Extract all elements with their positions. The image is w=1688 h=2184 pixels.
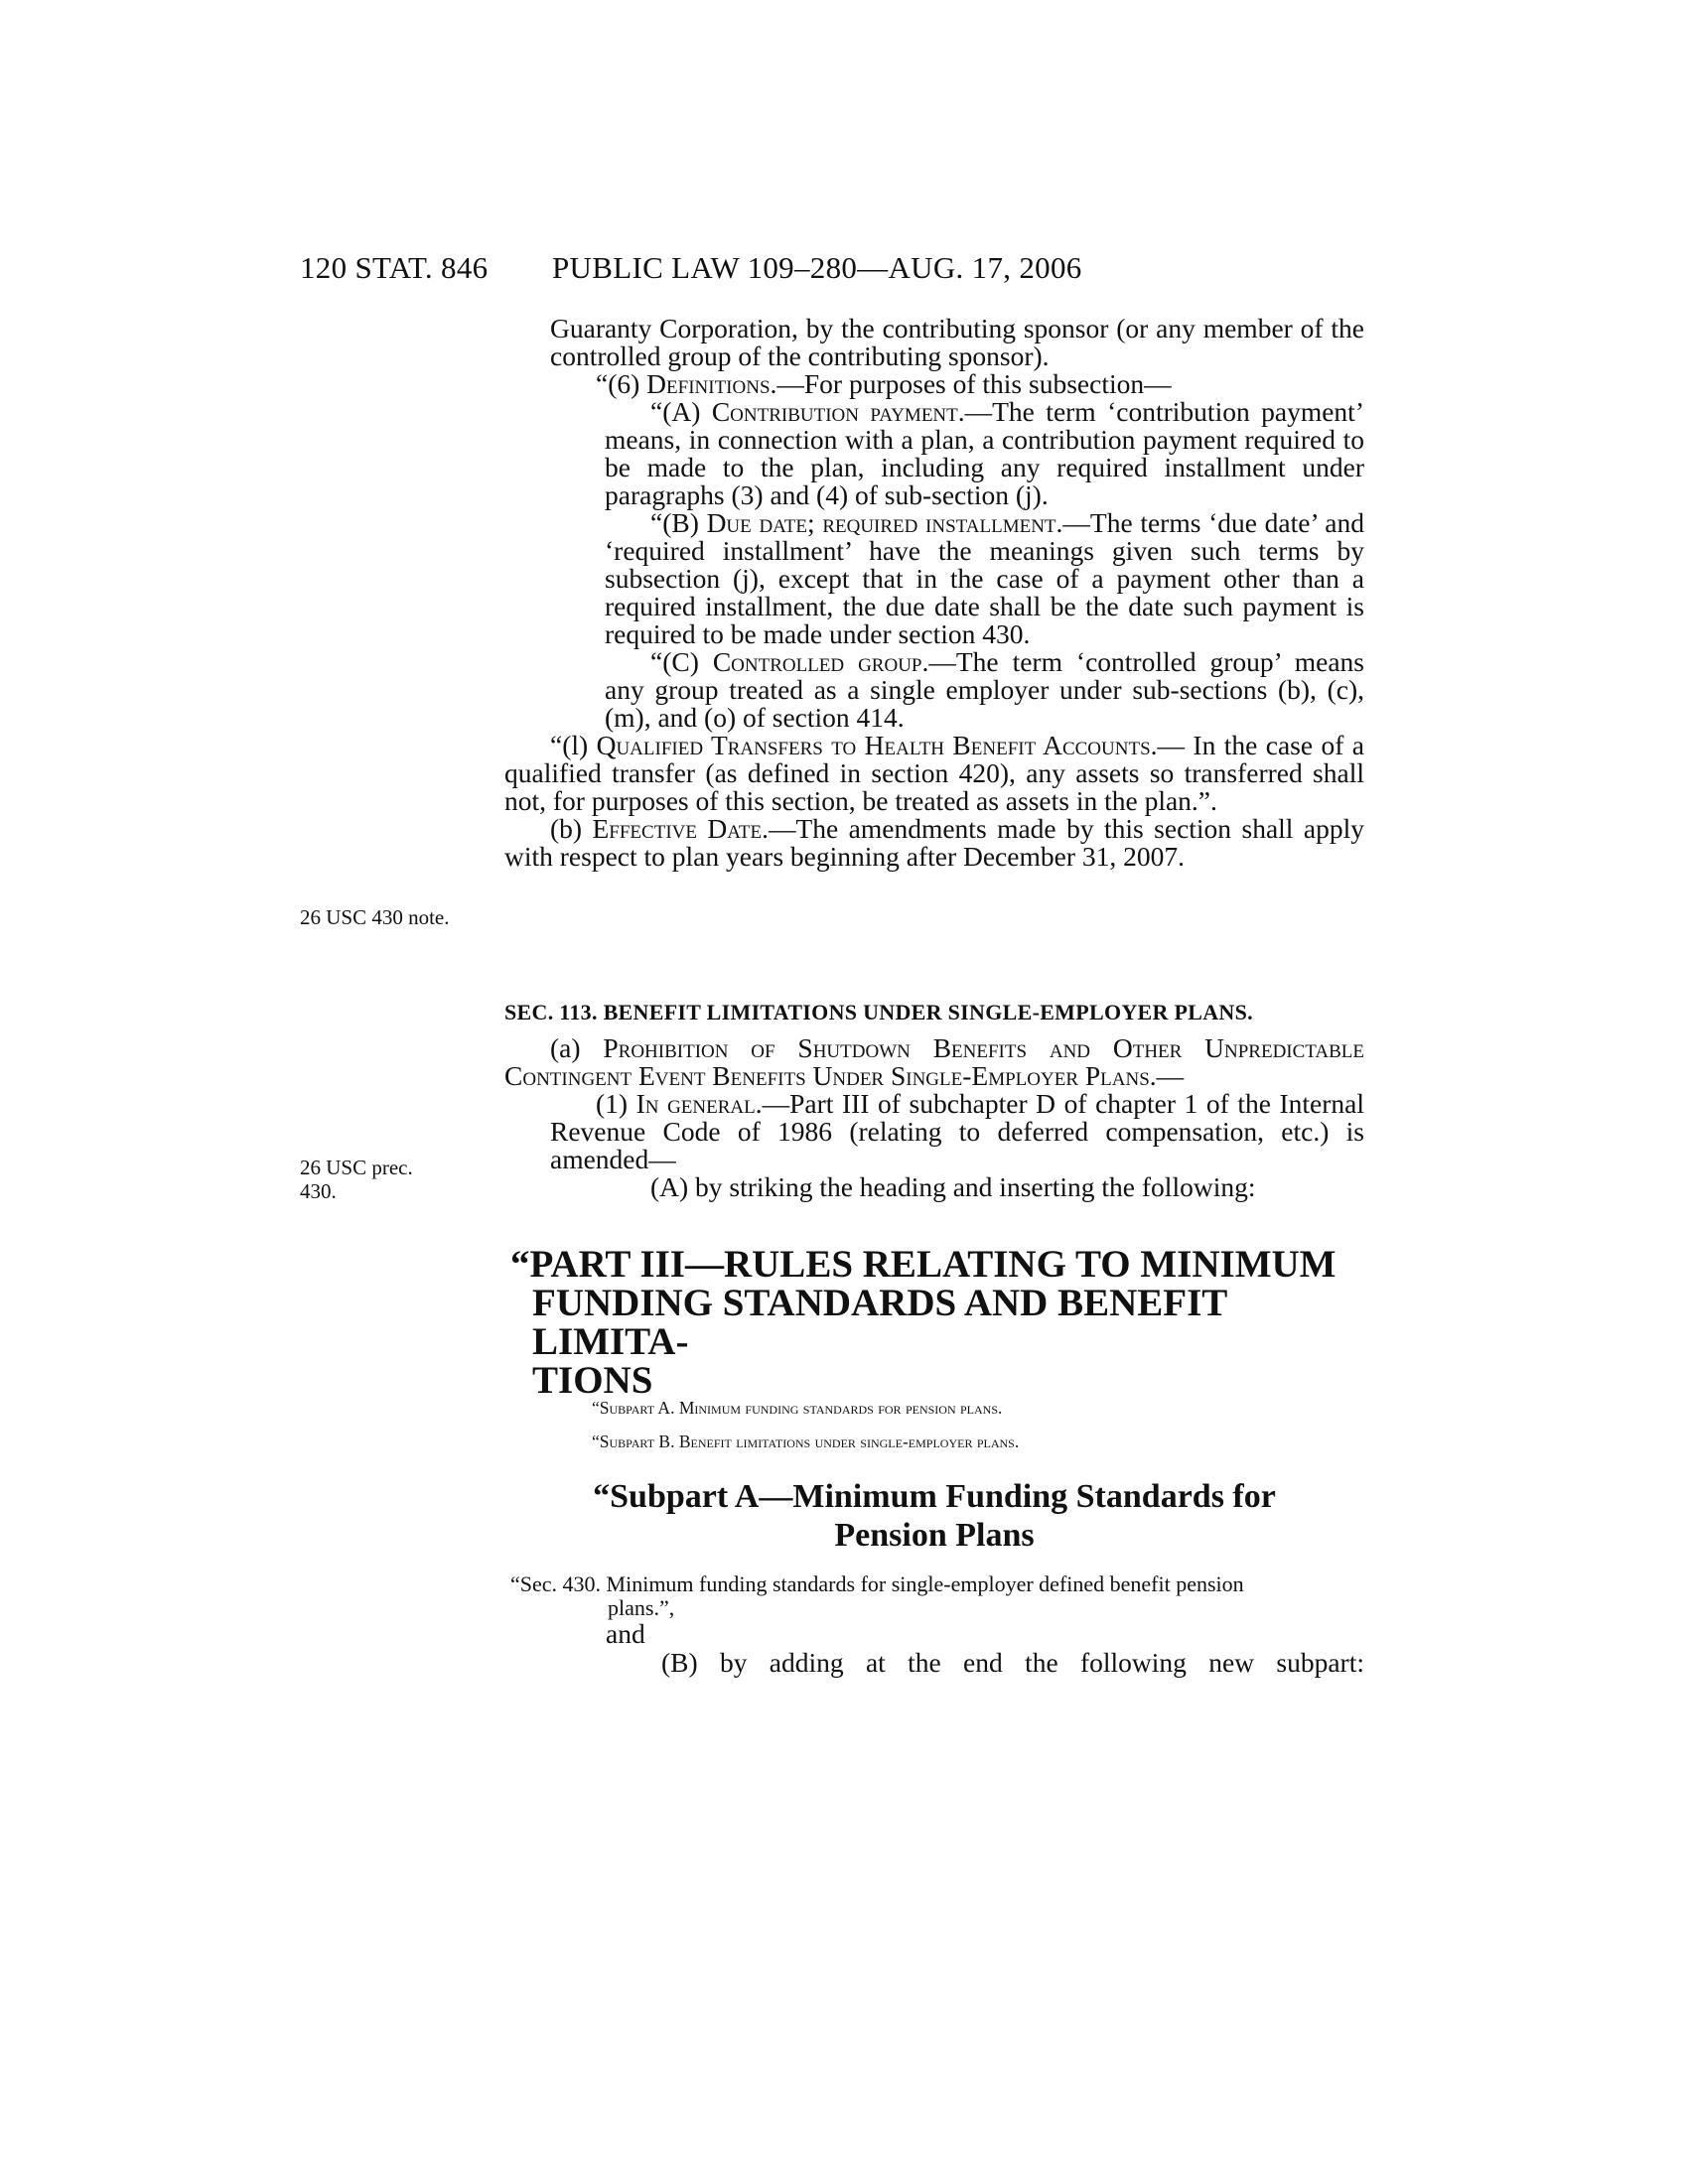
paragraph-number: “(B) xyxy=(650,507,707,538)
paragraph-text: .—The amendments made by this section shall apply with respect to plan years beginning after December 31, 2007. xyxy=(504,813,1364,872)
toc-item: “Subpart A. Minimum funding standards for pension plans. xyxy=(592,1398,1003,1418)
subsection-b-effective-date xyxy=(504,815,1364,871)
margin-note-line: 26 USC prec. xyxy=(300,1156,413,1179)
margin-note: 26 USC 430 note. xyxy=(300,905,450,929)
subsection-l xyxy=(504,732,1364,815)
paragraph-text: .—The term ‘controlled group’ means any group treated as a single employer under sub-sections (b), (c), (m), and (o) of section 414. xyxy=(605,646,1364,733)
paragraph-text: .—For purposes of this subsection— xyxy=(770,368,1172,399)
section-113 xyxy=(504,999,1364,1201)
running-title: PUBLIC LAW 109–280—AUG. 17, 2006 xyxy=(552,250,1082,285)
text-block-definitions xyxy=(504,315,1364,871)
paragraph-number: (a) xyxy=(550,1032,604,1063)
paragraph-number: “(6) xyxy=(596,368,647,399)
subpart-heading-line: Pension Plans xyxy=(834,1517,1035,1554)
subsection-a xyxy=(504,1034,1364,1090)
paragraph-number: “(C) xyxy=(650,646,713,677)
listing-line: “Sec. 430. Minimum funding standards for single-employer defined benefit pension xyxy=(510,1571,1244,1596)
margin-note xyxy=(300,1156,413,1203)
toc-item: “Subpart B. Benefit limitations under single-employer plans. xyxy=(592,1432,1020,1451)
paragraph-text: .—The terms ‘due date’ and ‘required installment’ have the meanings given such terms by subsection (j), except that in the case of a payment other than a required installment, the due date shall be the date such payment is required to be made under section 430. xyxy=(605,507,1364,649)
section-430-listing xyxy=(510,1572,1364,1620)
part-heading-line: “PART III—RULES RELATING TO MINIMUM xyxy=(510,1243,1336,1286)
part-heading-line: FUNDING STANDARDS AND BENEFIT LIMITA- xyxy=(532,1282,1227,1363)
part-heading-line: TIONS xyxy=(532,1359,653,1402)
part-heading xyxy=(510,1245,1370,1400)
subpart-heading xyxy=(504,1477,1364,1555)
paragraph-text: .— xyxy=(1149,1060,1185,1091)
and-word: and xyxy=(606,1618,645,1649)
section-heading: SEC. 113. BENEFIT LIMITATIONS UNDER SINGLE-EMPLOYER PLANS. xyxy=(504,1000,1253,1024)
listing-line: plans.”, xyxy=(608,1595,675,1620)
paragraph-text: .—Part III of subchapter D of chapter 1 of the Internal Revenue Code of 1986 (relating to deferred compensation, etc.) is amended— xyxy=(550,1088,1364,1174)
page-stat-number: 120 STAT. 846 xyxy=(300,250,489,285)
paragraph-text: .—The term ‘contribution payment’ means, in connection with a plan, a contribution payment required to be made to the plan, including any required installment under paragraphs (3) and (4) of sub-section (j). xyxy=(605,396,1364,510)
margin-note-line: 430. xyxy=(300,1179,337,1203)
paragraph-number: “(l) xyxy=(550,730,597,760)
subparagraph-b-add: (B) by adding at the end the following new subpart: xyxy=(661,1647,1364,1678)
subparagraph-a-strike: (A) by striking the heading and inserting the following: xyxy=(650,1171,1256,1202)
paragraph-heading: Definitions xyxy=(646,368,771,399)
paragraph-number: (1) xyxy=(596,1088,636,1119)
paragraph-number: “(A) xyxy=(650,396,712,427)
paragraph-heading: Qualified Transfers to Health Benefit Accounts xyxy=(596,730,1151,760)
subpart-heading-line: “Subpart A—Minimum Funding Standards for xyxy=(593,1478,1276,1515)
paragraph-heading: Prohibition of Shutdown Benefits and Other Unpredictable Contingent Event Benefits Under Single-Employer Plans xyxy=(504,1032,1364,1091)
paragraph-text: .— In the case of a qualified transfer (as defined in section 420), any assets so transferred shall not, for purposes of this section, be treated as assets in the plan.”. xyxy=(504,730,1364,816)
paragraph-heading: Contribution payment xyxy=(711,396,958,427)
paragraph-heading: Controlled group xyxy=(712,646,922,677)
subparagraph-a xyxy=(504,398,1364,509)
paragraph-heading: Due date; required installment xyxy=(706,507,1056,538)
subparagraph-c xyxy=(504,648,1364,732)
paragraph-6-definitions xyxy=(504,370,1364,398)
paragraph-heading: In general xyxy=(635,1088,756,1119)
paragraph-continuation: Guaranty Corporation, by the contributing sponsor (or any member of the controlled group of the contributing sponsor). xyxy=(550,313,1364,371)
paragraph-heading: Effective Date xyxy=(592,813,763,844)
subparagraph-b xyxy=(504,509,1364,648)
paragraph-number: (b) xyxy=(550,813,593,844)
paragraph-1-in-general xyxy=(504,1090,1364,1173)
